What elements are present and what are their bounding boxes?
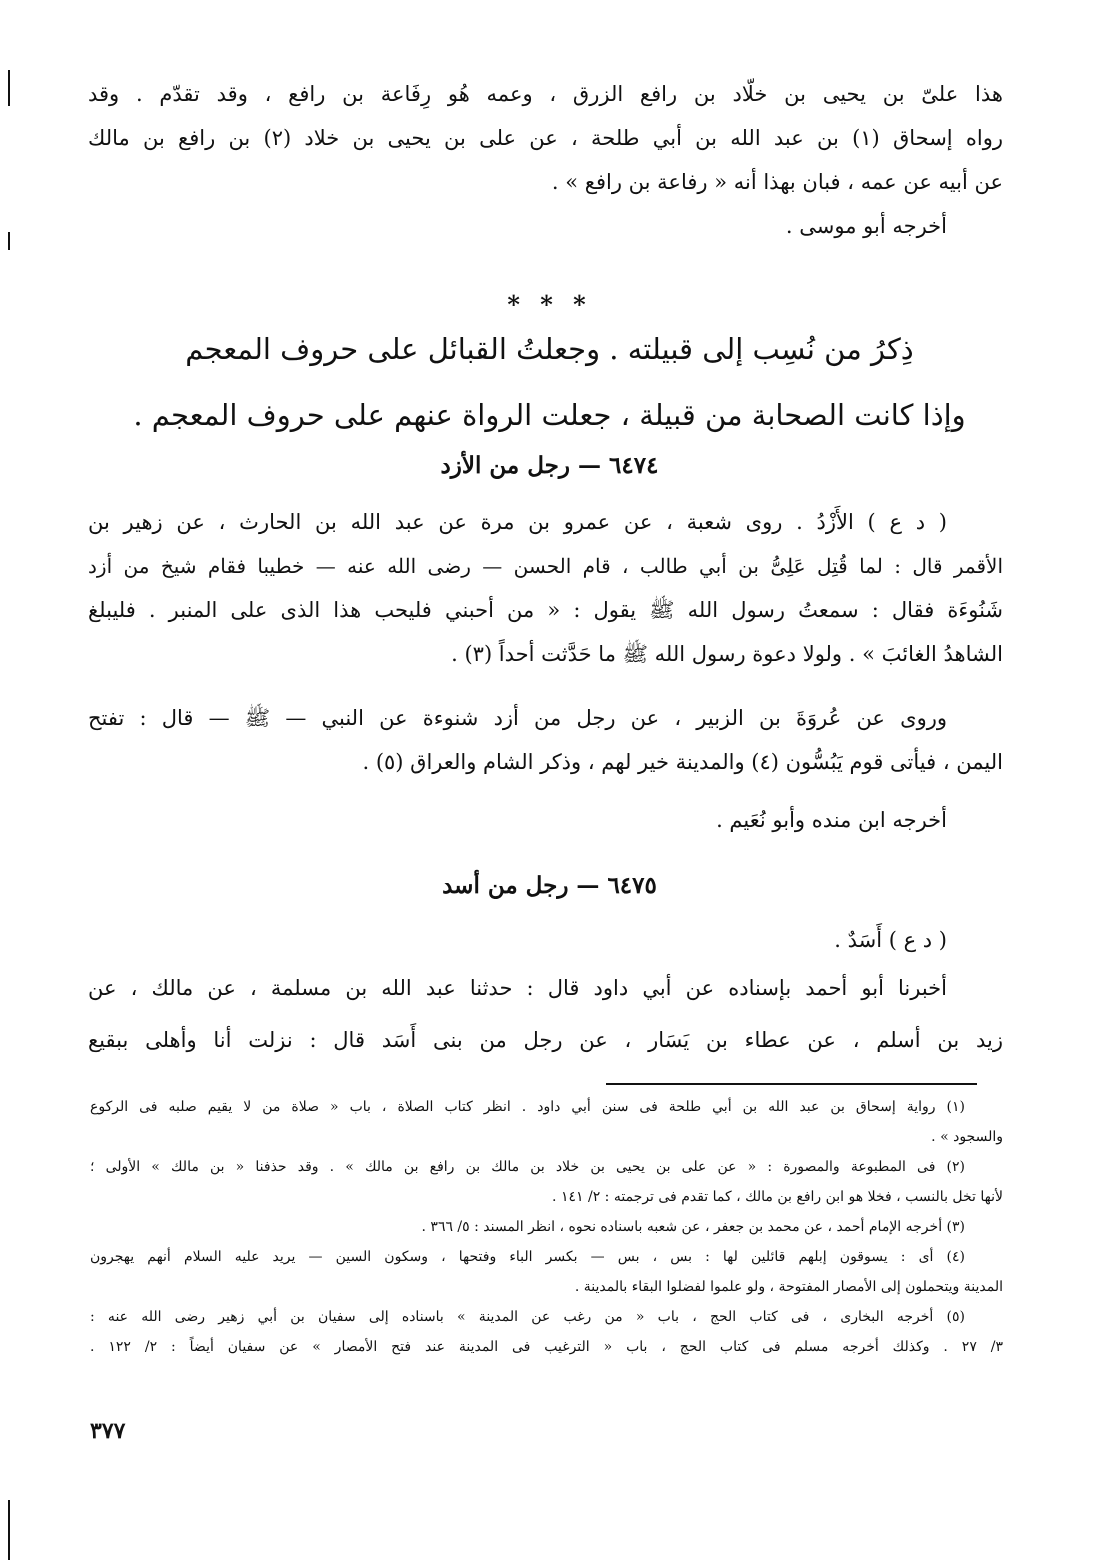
footnote-line: (١) رواية إسحاق بن عبد الله بن أبي طلحة فى سنن أبي داود . انظر كتاب الصلاة ، باب « صلاة من لا يقيم صلبه فى الركوع (90, 1099, 965, 1115)
entry-6474-body (88, 500, 1003, 842)
entry-6475-body (88, 918, 1003, 1062)
footnote-line: لأنها تخل بالنسب ، فخلا هو ابن رافع بن مالك ، كما تقدم فى ترجمته : ٢/ ١٤١ . (552, 1189, 1003, 1205)
footnote-line: (٢) فى المطبوعة والمصورة : « عن على بن يحيى بن خلاد بن مالك بن رافع بن مالك » . وقد حذفنا « بن مالك » الأولى ؛ (90, 1159, 965, 1175)
text-line: اليمن ، فيأتى قوم يَبُسُّون (٤) والمدينة خير لهم ، وذكر الشام والعراق (٥) . (362, 750, 1003, 774)
scan-edge-mark-mid (8, 232, 10, 250)
page-number: ٣٧٧ (90, 1418, 126, 1444)
text-line: زيد بن أسلم ، عن عطاء بن يَسَار ، عن رجل من بنى أَسَد قال : نزلت أنا وأهلى ببقيع (88, 1028, 1003, 1052)
text-line: شَنُوءَة فقال : سمعتُ رسول الله ﷺ يقول : « من أحبني فليحب هذا الذى على المنبر . فليبلغ (88, 598, 1003, 622)
scan-edge-mark-top (8, 70, 10, 106)
entry-title-6474: ٦٤٧٤ — رجل من الأزد (440, 452, 659, 479)
text-line: ( د ع ) الأَزْدُ . روى شعبة ، عن عمرو بن مرة عن عبد الله بن الحارث ، عن زهير بن (88, 510, 947, 534)
footnote-line: والسجود » . (931, 1129, 1003, 1145)
scan-edge-mark-bottom (8, 1500, 10, 1560)
intro-paragraph (88, 72, 1003, 248)
text-line: أخرجه أبو موسى . (785, 214, 947, 238)
chapter-heading-line-1: ذِكرُ من نُسِب إلى قبيلته . وجعلتُ القبائل على حروف المعجم (185, 332, 914, 366)
text-line: ( د ع ) أَسَدٌ . (834, 928, 947, 952)
entry-title-6475: ٦٤٧٥ — رجل من أسد (442, 872, 657, 899)
text-line: أخبرنا أبو أحمد بإسناده عن أبي داود قال : حدثنا عبد الله بن مسلمة ، عن مالك ، عن (88, 976, 947, 1000)
footnote-line: (٥) أخرجه البخارى ، فى كتاب الحج ، باب « من رغب عن المدينة » باسناده إلى سفيان بن أبي زهير رضى الله عنه : (90, 1309, 965, 1325)
text-line: عن أبيه عن عمه ، فبان بهذا أنه « رفاعة بن رافع » . (551, 170, 1003, 194)
footnote-line: المدينة ويتحملون إلى الأمصار المفتوحة ، ولو علموا لفضلوا البقاء بالمدينة . (574, 1279, 1003, 1295)
footnote-line: ٣/ ٢٧ . وكذلك أخرجه مسلم فى كتاب الحج ، باب « الترغيب فى المدينة عند فتح الأمصار » عن سفيان أيضاً : ٢/ ١٢٢ . (90, 1339, 1003, 1355)
footnote-line: (٣) أخرجه الإمام أحمد ، عن محمد بن جعفر ، عن شعبه باسناده نحوه ، انظر المسند : ٥/ ٣٦٦ . (421, 1219, 965, 1235)
section-separator: * * * (507, 290, 592, 319)
chapter-heading-line-2: وإذا كانت الصحابة من قبيلة ، جعلت الرواة عنهم على حروف المعجم . (133, 398, 966, 432)
text-line: الأقمر قال : لما قُتِل عَلِىُّ بن أبي طالب ، قام الحسن — رضى الله عنه — خطيبا فقام شيخ من أزد (88, 554, 1003, 578)
text-line: رواه إسحاق (١) بن عبد الله بن أبي طلحة ، عن على بن يحيى بن خلاد (٢) بن رافع بن مالك (88, 126, 1003, 150)
footnote-line: (٤) أى : يسوقون إبلهم قائلين لها : بس ، بس — بكسر الباء وفتحها ، وسكون السين — يريد عليه السلام أنهم يهجرون (90, 1249, 965, 1265)
text-line: الشاهدُ الغائبَ » . ولولا دعوة رسول الله ﷺ ما حَدَّثت أحداً (٣) . (451, 642, 1003, 666)
footnote-rule (606, 1083, 977, 1085)
text-line: وروى عن عُروَةَ بن الزبير ، عن رجل من أزد شنوءة عن النبي — ﷺ — قال : تفتح (88, 706, 947, 730)
text-line: هذا علىّ بن يحيى بن خلّاد بن رافع الزرق ، وعمه هُو رِفَاعة بن رافع ، وقد تقدّم . وقد (88, 82, 1003, 106)
text-line: أخرجه ابن منده وأبو نُعَيم . (716, 808, 947, 832)
footnotes (90, 1092, 1003, 1362)
